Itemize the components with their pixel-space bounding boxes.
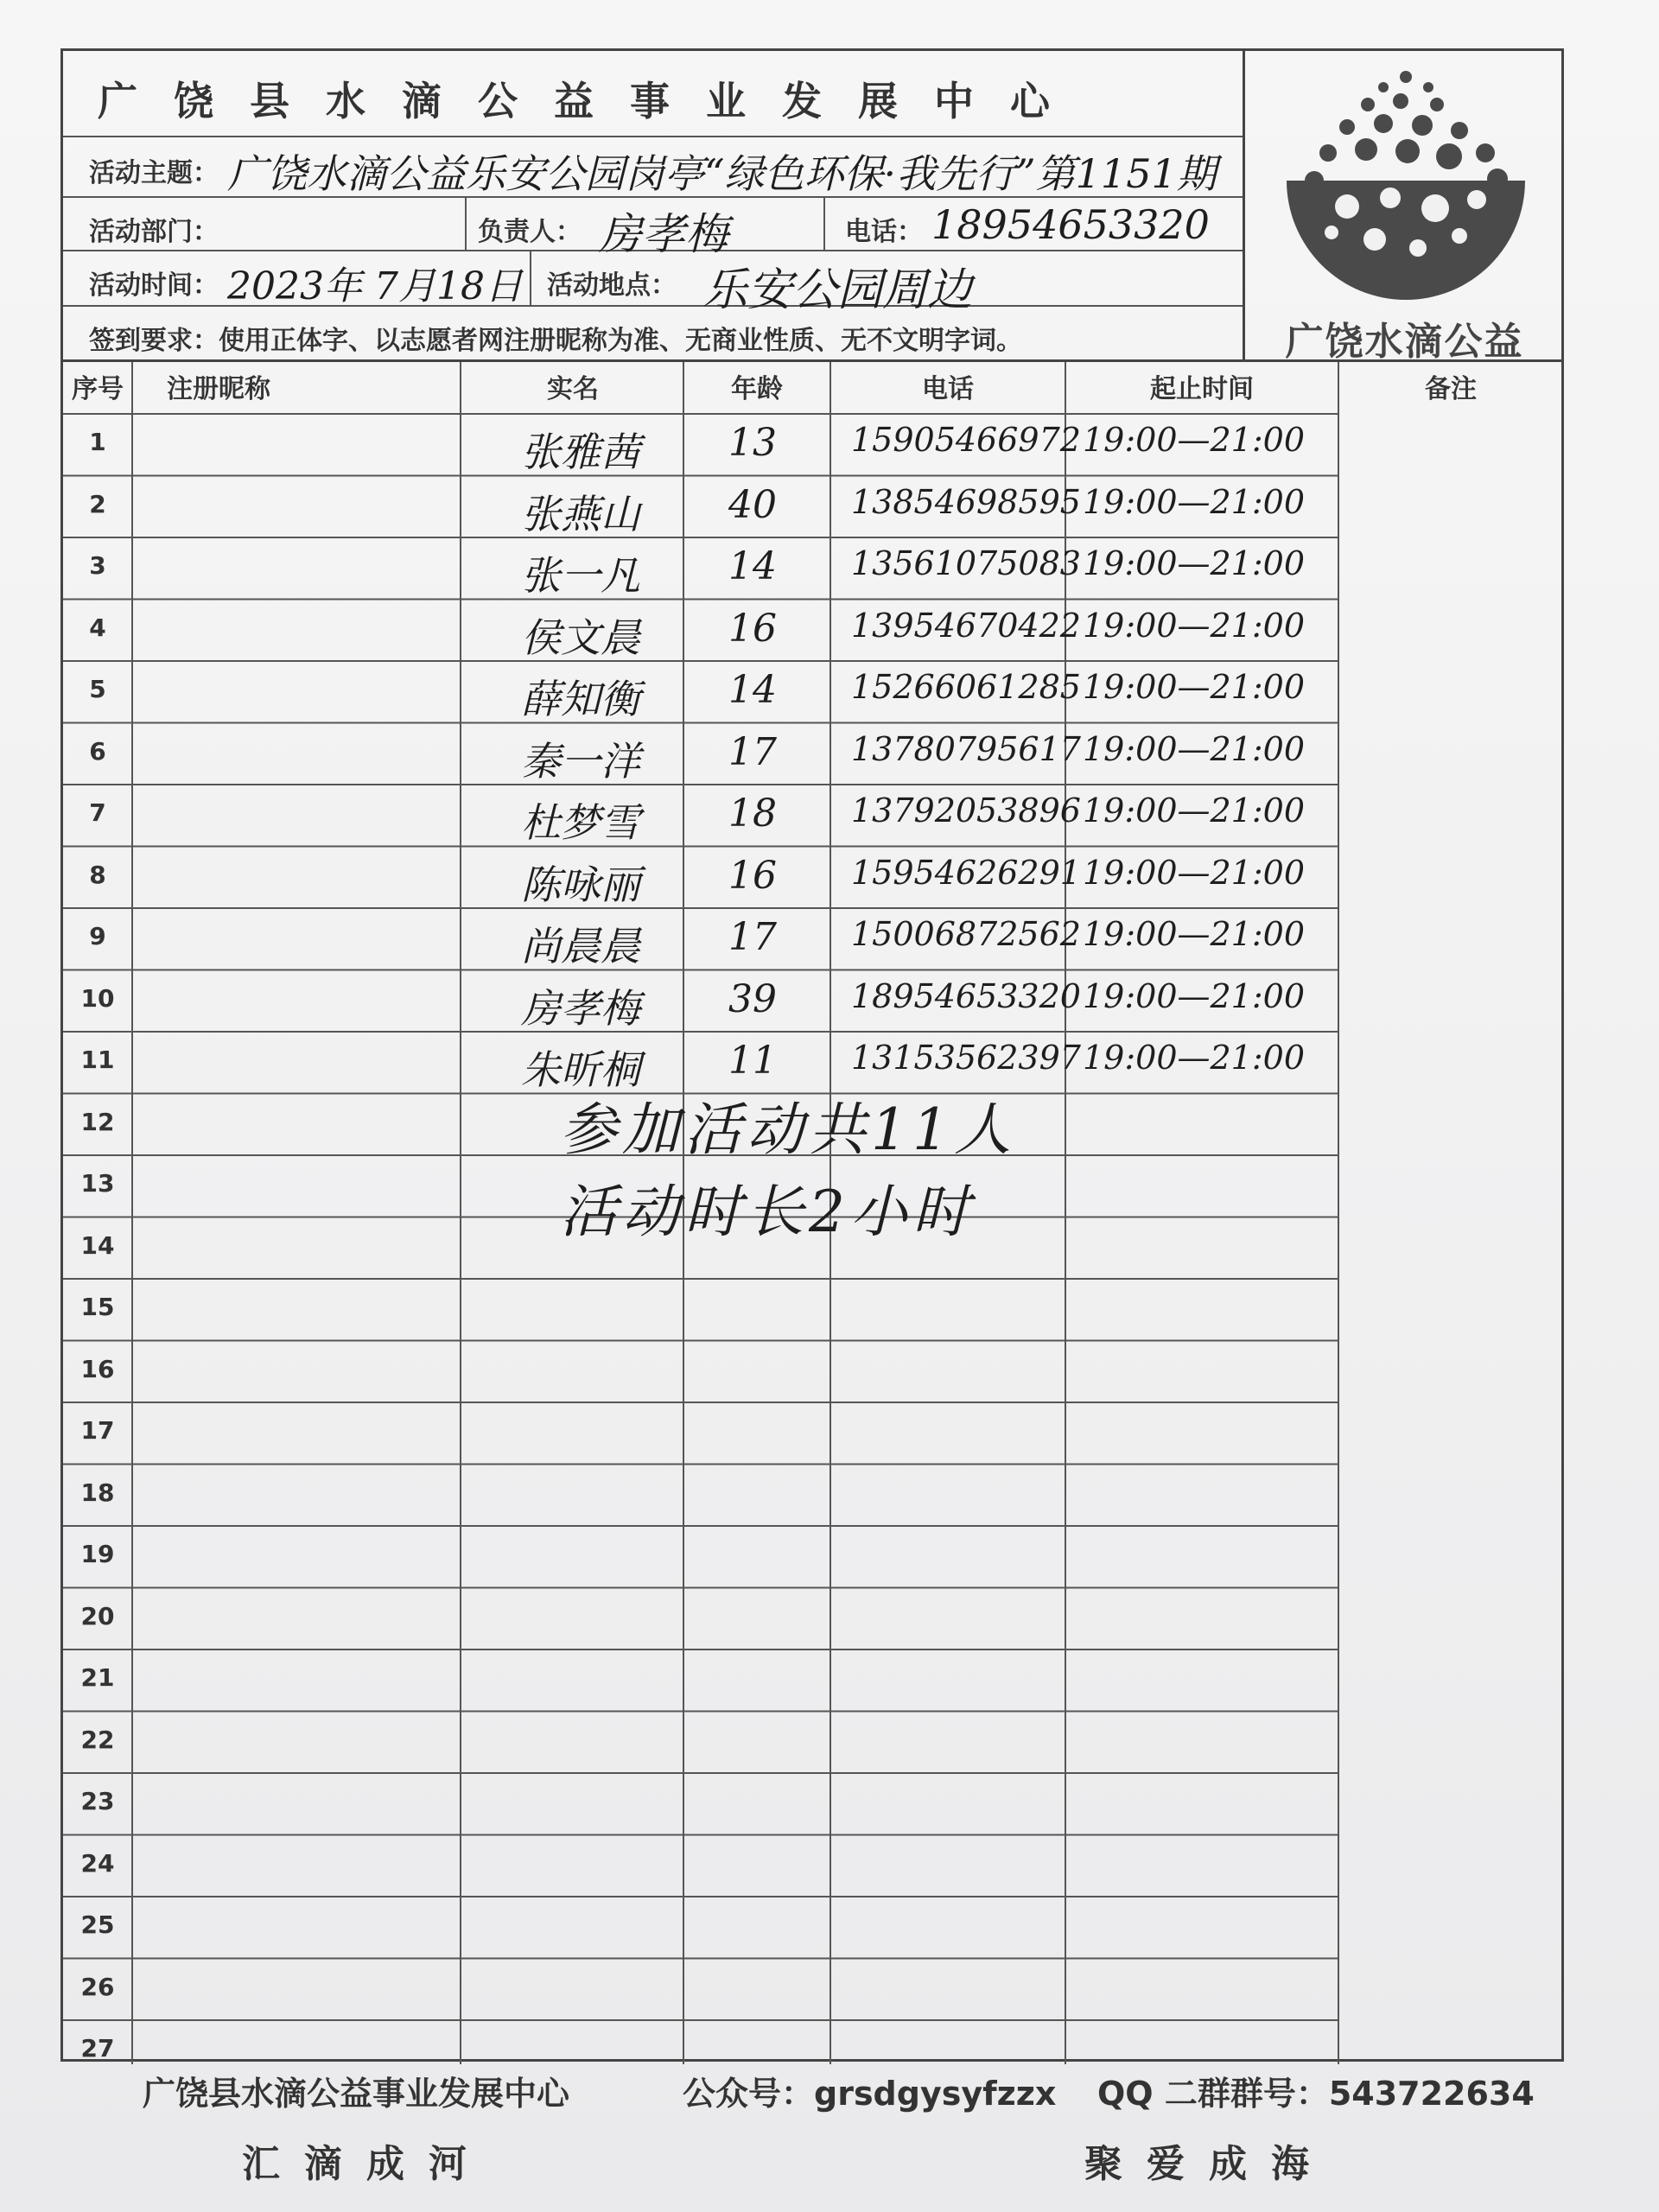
row-number: 17 <box>80 1416 115 1445</box>
row-number: 11 <box>80 1046 115 1074</box>
row-number: 15 <box>80 1293 115 1321</box>
summary-duration: 活动时长2小时 <box>560 1179 975 1245</box>
cell-age: 11 <box>728 1039 777 1083</box>
cell-name: 秦一洋 <box>521 737 640 785</box>
cell-name: 尚晨晨 <box>521 923 640 969</box>
row-number: 8 <box>89 860 106 889</box>
row-number: 24 <box>80 1848 115 1878</box>
cell-time: 19:00—21:00 <box>1083 544 1306 582</box>
cell-name: 朱昕桐 <box>521 1046 640 1093</box>
cell-phone: 13561075083 <box>851 544 1081 582</box>
cell-age: 17 <box>728 729 777 774</box>
row-number: 19 <box>80 1540 115 1568</box>
cell-time: 19:00—21:00 <box>1083 668 1306 706</box>
sheet-frame <box>60 48 1564 2062</box>
footer-wechat: 公众号：grsdgysyfzzx <box>683 2075 1057 2113</box>
cell-phone: 13854698595 <box>851 482 1081 521</box>
cell-name: 张一凡 <box>521 552 640 599</box>
leader-value: 房孝梅 <box>599 209 728 259</box>
cell-phone: 13954670422 <box>851 606 1081 645</box>
place-value: 乐安公园周边 <box>702 264 973 316</box>
table-grid <box>63 51 1567 2064</box>
cell-age: 39 <box>728 976 777 1021</box>
time-label: 活动时间： <box>89 270 219 301</box>
row-number: 1 <box>89 428 106 456</box>
cell-time: 19:00—21:00 <box>1083 853 1306 892</box>
cell-time: 19:00—21:00 <box>1083 606 1306 645</box>
row-number: 21 <box>80 1663 115 1692</box>
cell-name: 杜梦雪 <box>521 799 640 846</box>
footer-org: 广饶县水滴公益事业发展中心 <box>143 2075 570 2113</box>
place-label: 活动地点： <box>547 270 677 301</box>
cell-time: 19:00—21:00 <box>1083 1039 1306 1077</box>
logo-text: 广饶水滴公益 <box>1285 320 1524 364</box>
slogan-right: 聚爱成海 <box>1084 2142 1333 2186</box>
cell-age: 40 <box>728 482 777 527</box>
cell-phone: 15006872562 <box>851 915 1081 953</box>
cell-phone: 13792053896 <box>851 791 1081 830</box>
org-title: 广饶县水滴公益事业发展中心 <box>98 78 1086 124</box>
requirement-text: 签到要求：使用正体字、以志愿者网注册昵称为准、无商业性质、无不文明字词。 <box>89 326 1022 356</box>
cell-phone: 13780795617 <box>851 729 1081 768</box>
cell-age: 18 <box>728 791 777 836</box>
row-number: 26 <box>80 1972 115 2001</box>
row-number: 12 <box>80 1107 115 1136</box>
cell-phone: 15905466972 <box>851 421 1081 459</box>
theme-label: 活动主题： <box>89 158 219 188</box>
row-number: 6 <box>89 736 106 766</box>
row-number: 16 <box>80 1354 115 1383</box>
cell-name: 房孝梅 <box>521 984 640 1032</box>
cell-name: 张雅茜 <box>521 429 640 475</box>
col-header-note: 备注 <box>1425 374 1477 404</box>
row-number: 22 <box>80 1725 115 1754</box>
cell-phone: 13153562397 <box>851 1039 1081 1077</box>
row-number: 23 <box>80 1787 115 1815</box>
col-header-age: 年龄 <box>731 374 783 404</box>
row-number: 25 <box>80 1910 115 1939</box>
row-number: 18 <box>80 1478 115 1507</box>
cell-time: 19:00—21:00 <box>1083 421 1306 459</box>
cell-name: 侯文晨 <box>521 613 640 661</box>
cell-age: 16 <box>728 606 777 651</box>
row-number: 14 <box>80 1230 115 1260</box>
row-number: 20 <box>80 1601 115 1630</box>
cell-age: 17 <box>728 915 777 959</box>
row-number: 2 <box>89 489 106 518</box>
row-number: 13 <box>80 1169 115 1198</box>
col-header-nickname: 注册昵称 <box>167 374 270 404</box>
cell-name: 张燕山 <box>521 490 640 537</box>
cell-age: 16 <box>728 853 777 898</box>
cell-age: 13 <box>728 421 777 465</box>
col-header-name: 实名 <box>547 374 599 404</box>
cell-name: 陈咏丽 <box>521 861 640 908</box>
cell-phone: 18954653320 <box>851 976 1081 1015</box>
cell-time: 19:00—21:00 <box>1083 482 1306 521</box>
col-header-phone: 电话 <box>922 374 974 404</box>
row-number: 27 <box>80 2034 115 2063</box>
col-header-time: 起止时间 <box>1150 374 1254 404</box>
cell-time: 19:00—21:00 <box>1083 915 1306 953</box>
cell-age: 14 <box>728 668 777 712</box>
cell-phone: 15954626291 <box>851 853 1081 892</box>
dept-label: 活动部门： <box>89 217 219 247</box>
cell-name: 薛知衡 <box>521 676 640 722</box>
cell-time: 19:00—21:00 <box>1083 729 1306 768</box>
cell-time: 19:00—21:00 <box>1083 791 1306 830</box>
row-number: 10 <box>80 983 115 1013</box>
slogan-left: 汇滴成河 <box>242 2142 491 2186</box>
time-value: 2023年 7月18日 <box>227 264 523 308</box>
theme-value: 广饶水滴公益乐安公园岗亭“绿色环保·我先行”第1151期 <box>227 150 1217 197</box>
cell-time: 19:00—21:00 <box>1083 976 1306 1015</box>
row-number: 5 <box>89 675 106 703</box>
row-number: 3 <box>89 551 106 580</box>
leader-phone-value: 18954653320 <box>931 201 1210 248</box>
cell-phone: 15266061285 <box>851 668 1081 706</box>
row-number: 9 <box>89 922 106 950</box>
footer-qq: QQ 二群群号：543722634 <box>1097 2075 1535 2113</box>
phone-label: 电话： <box>845 217 923 247</box>
col-header-no: 序号 <box>72 374 124 404</box>
leader-label: 负责人： <box>478 217 582 247</box>
row-number: 4 <box>89 613 106 642</box>
cell-age: 14 <box>728 544 777 588</box>
summary-participants: 参加活动共11人 <box>560 1096 1016 1163</box>
row-number: 7 <box>89 798 106 827</box>
